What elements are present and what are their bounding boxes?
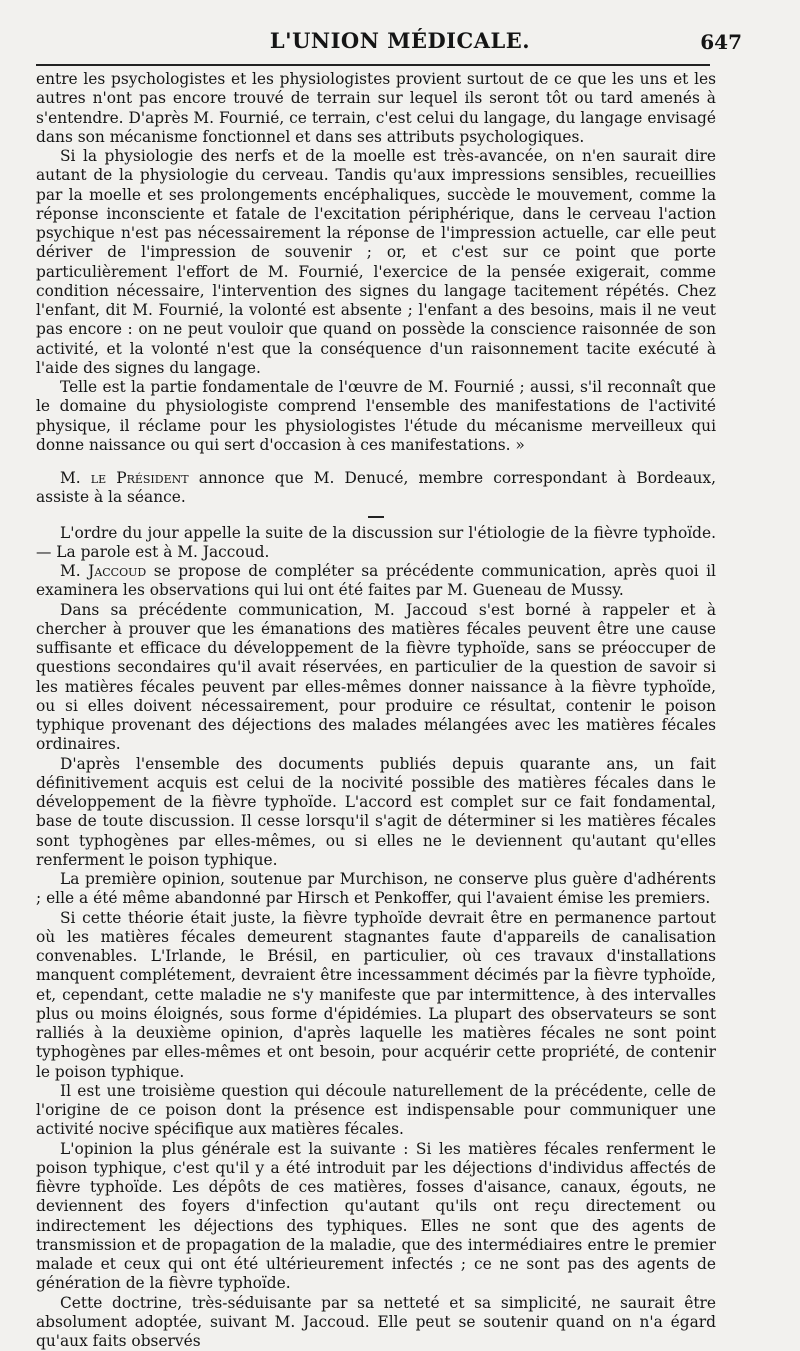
paragraph: La première opinion, soutenue par Murchison, ne conserve plus guère d'adhérents ; elle a été même abandonné par Hirsch et Penkoffer, qui l'avaient émise les premiers. — [36, 870, 716, 909]
header-rule — [36, 64, 710, 66]
order-of-day: L'ordre du jour appelle la suite de la discussion sur l'étiologie de la fièvre typhoïde. — La parole est à M. Jaccoud. — [36, 524, 716, 563]
section-divider — [368, 516, 384, 518]
paragraph: Telle est la partie fondamentale de l'œuvre de M. Fournié ; aussi, s'il reconnaît que le domaine du physiologiste comprend l'ensemble des manifestations de l'activité physique, il réclame pour les physiologistes l'étude du mécanisme merveilleux qui donne naissance ou qui sert d'occasion à ces manifestations. » — [36, 378, 716, 455]
running-title: L'UNION MÉDICALE. — [0, 28, 800, 53]
paragraph: L'opinion la plus générale est la suivante : Si les matières fécales renferment le poison typhique, c'est qu'il y a été introduit par les déjections d'individus affectés de fièvre typhoïde. Les dépôts de ces matières, fosses d'aisance, canaux, égouts, ne deviennent des foyers d'infection qu'autant qu'ils ont reçu directement ou indirectement les déjections des typhiques. Elles ne sont que des agents de transmission et de propagation de la maladie, que des intermédiaires entre le premier malade et ceux qui ont été ultérieurement infectés ; ce ne sont pas des agents de génération de la fièvre typhoïde. — [36, 1140, 716, 1294]
paragraph: Il est une troisième question qui découle naturellement de la précédente, celle de l'origine de ce poison dont la présence est indispensable pour communiquer une activité nocive spécifique aux matières fécales. — [36, 1082, 716, 1140]
paragraph: entre les psychologistes et les physiologistes provient surtout de ce que les uns et les autres n'ont pas encore trouvé de terrain sur lequel ils seront tôt ou tard amenés à s'entendre. D'après M. Fournié, ce terrain, c'est celui du langage, du langage envisagé dans son mécanisme fonctionnel et dans ses attributs psychologiques. — [36, 70, 716, 147]
paragraph: Cette doctrine, très-séduisante par sa netteté et sa simplicité, ne saurait être absolument adoptée, suivant M. Jaccoud. Elle peut se soutenir quand on n'a égard qu'aux faits observés — [36, 1294, 716, 1351]
speaker-name: M. le Président — [60, 469, 189, 487]
paragraph: Si cette théorie était juste, la fièvre typhoïde devrait être en permanence partout où les matières fécales demeurent stagnantes faute d'appareils de canalisation convenables. L'Irlande, le Brésil, en particulier, où ces travaux d'installations manquent complétement, devraient être incessamment décimés par la fièvre typhoïde, et, cependant, cette maladie ne s'y manifeste que par intermittence, à des intervalles plus ou moins éloignés, sous forme d'épidémies. La plupart des observateurs se sont ralliés à la deuxième opinion, d'après laquelle les matières fécales ne sont point typhogènes par elles-mêmes et ont besoin, pour acquérir cette propriété, de contenir le poison typhique. — [36, 909, 716, 1082]
article-body — [36, 70, 716, 1351]
jaccoud-text: se propose de compléter sa précédente communication, après quoi il examinera les observations qui lui ont été faites par M. Gueneau de Mussy. — [36, 562, 716, 599]
paragraph: Si la physiologie des nerfs et de la moelle est très-avancée, on n'en saurait dire autant de la physiologie du cerveau. Tandis qu'aux impressions sensibles, recueillies par la moelle et ses prolongements encéphaliques, succède le mouvement, comme la réponse inconsciente et fatale de l'excitation périphérique, dans le cerveau l'action psychique n'est pas nécessairement la réponse de l'impression actuelle, car elle peut dériver de l'impression de souvenir ; or, et c'est sur ce point que porte particulièrement l'effort de M. Fournié, l'exercice de la pensée exigerait, comme condition nécessaire, l'intervention des signes du langage tacitement répétés. Chez l'enfant, dit M. Fournié, la volonté est absente ; l'enfant a des besoins, mais il ne veut pas encore : on ne peut vouloir que quand on possède la conscience raisonnée de son activité, et la volonté n'est que la conséquence d'un raisonnement tacite exécuté à l'aide des signes du langage. — [36, 147, 716, 378]
announcement-text: annonce que M. Denucé, membre correspondant à Bordeaux, assiste à la séance. — [36, 469, 716, 506]
page-header — [0, 18, 800, 58]
page-number: 647 — [700, 30, 742, 54]
paragraph: D'après l'ensemble des documents publiés depuis quarante ans, un fait définitivement acquis est celui de la nocivité possible des matières fécales dans le développement de la fièvre typhoïde. L'accord est complet sur ce fait fondamental, base de toute discussion. Il cesse lorsqu'il s'agit de déterminer si les matières fécales sont typhogènes par elles-mêmes, ou si elles ne le deviennent qu'autant qu'elles renferment le poison typhique. — [36, 755, 716, 871]
announcement-paragraph — [36, 469, 716, 508]
speaker-name: M. Jaccoud — [60, 562, 146, 580]
paragraph: Dans sa précédente communication, M. Jaccoud s'est borné à rappeler et à chercher à prouver que les émanations des matières fécales peuvent être une cause suffisante et efficace du développement de la fièvre typhoïde, sans se préoccuper de questions secondaires qu'il avait réservées, en particulier de la question de savoir si les matières fécales peuvent par elles-mêmes donner naissance à la fièvre typhoïde, ou si elles doivent nécessairement, pour produire ce résultat, contenir le poison typhique provenant des déjections des malades mélangées avec les matières fécales ordinaires. — [36, 601, 716, 755]
jaccoud-paragraph — [36, 562, 716, 601]
